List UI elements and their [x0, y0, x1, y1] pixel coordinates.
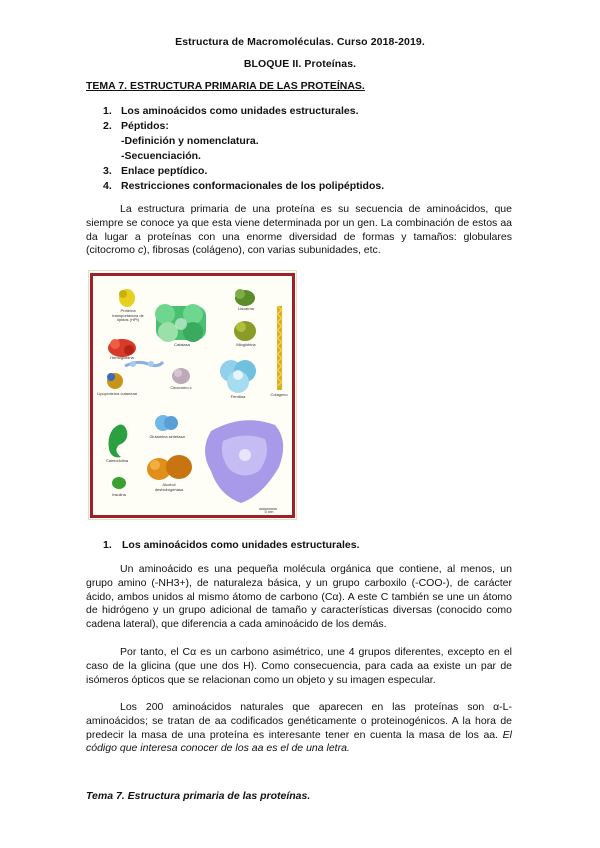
label-lipid-protein: Proteína transportadora de lípidos (HPt) — [112, 308, 144, 322]
figure-panel-top — [90, 273, 295, 415]
ferritin-shape — [220, 360, 256, 393]
block-header: BLOQUE II. Proteínas. — [243, 58, 357, 70]
course-header: Estructura de Macromoléculas. Curso 2018-2019. — [175, 36, 425, 48]
label-glutamine: Glutamina sintetasa — [149, 434, 185, 439]
label-lipoprotein: Lipoproteína cutaneaa — [97, 391, 137, 396]
label-calmodulin: Calmodulina — [105, 458, 129, 463]
topic-title: TEMA 7. ESTRUCTURA PRIMARIA DE LAS PROTEÍNAS. — [86, 80, 365, 92]
figure-panel-bottom — [90, 411, 295, 518]
cytochrome-shape — [172, 368, 190, 384]
toc-item: 4. Restricciones conformacionales de los polipéptidos. — [103, 180, 385, 192]
label-hemoglobin: Hemoglobina — [110, 355, 134, 360]
lipid-protein-shape — [119, 289, 135, 307]
label-collagen: Colágeno — [270, 392, 288, 397]
table-of-contents — [100, 104, 384, 194]
toc-item: 1. Los aminoácidos como unidades estructurales. — [103, 105, 359, 117]
insulin-shape — [112, 477, 126, 489]
label-myoglobin: Mioglobina — [236, 342, 256, 347]
protein-shapes-figure — [88, 270, 297, 520]
amino-acid-definition-paragraph: Un aminoácido es una pequeña molécula orgánica que contiene, al menos, un grupo amino (-NH3+), de naturaleza básica, y un grupo carboxilo (-COO-), de carácter ácido, ambos unidos al mismo átomo de carbono (Cα). A este C también se une un átomo de hidrógeno y un grupo adicional de tamaño y características diversas (conocido como cadena lateral), que diferencia a cada aminoácido de los demás. — [86, 563, 512, 631]
calmodulin-shape — [109, 424, 128, 457]
toc-item: 2. Péptidos: -Definición y nomenclatura. -Secuenciación. — [100, 119, 384, 164]
label-lysozyme: Lisozima — [238, 306, 254, 311]
alcohol-dehydrogenase-shape — [147, 455, 192, 480]
toc-item: 3. Enlace peptídico. — [103, 165, 208, 177]
toc-subitem: -Secuenciación. — [121, 150, 201, 162]
label-catalase: Catalasa — [174, 342, 190, 347]
collagen-shape — [277, 306, 282, 390]
myoglobin-shape — [234, 321, 256, 341]
glutamine-small-shape — [155, 415, 178, 431]
label-cytochrome: Citocromo c — [170, 385, 192, 390]
section-heading: 1. Los aminoácidos como unidades estructurales. — [103, 539, 360, 551]
label-ferritin: Ferritina — [230, 394, 246, 399]
lysozyme-shape — [235, 289, 255, 306]
label-scale: 5 nm — [264, 509, 274, 514]
catalase-shape — [155, 304, 206, 342]
large-complex-shape — [205, 420, 283, 503]
chirality-paragraph: Por tanto, el Cα es un carbono asimétrico, une 4 grupos diferentes, excepto en el caso de la glicina (que une dos H). Como consecuencia, para cada aa existe un par de isómeros ópticos que se relacionan como un objeto y su imagen especular. — [86, 646, 512, 686]
label-insulin: Insulina — [112, 492, 126, 497]
intro-paragraph: La estructura primaria de una proteína es su secuencia de aminoácidos, que siempre se conoce ya que esta viene determinada por un gen. La combinación de estos aa da lugar a proteínas con una enorme diversidad de formas y tamaños: globulares (citocromo c), fibrosas (colágeno), con varias subunidades, etc. — [86, 203, 512, 257]
natural-amino-acids-paragraph: Los 200 aminoácidos naturales que aparecen en las proteínas son α-L-aminoácidos; se tratan de aa codificados genéticamente o proteinogénicos. A la hora de predecir la masa de una proteína es interesante tener en cuenta la masa de los aa. El código que interesa conocer de los aa es el de una letra. — [86, 701, 512, 755]
page-footer: Tema 7. Estructura primaria de las proteínas. — [86, 790, 311, 802]
label-alcohol: Alcohol deshidrogenasa — [154, 482, 184, 492]
lipoprotein-chain-shape — [107, 361, 163, 389]
toc-subitem: -Definición y nomenclatura. — [121, 135, 259, 147]
